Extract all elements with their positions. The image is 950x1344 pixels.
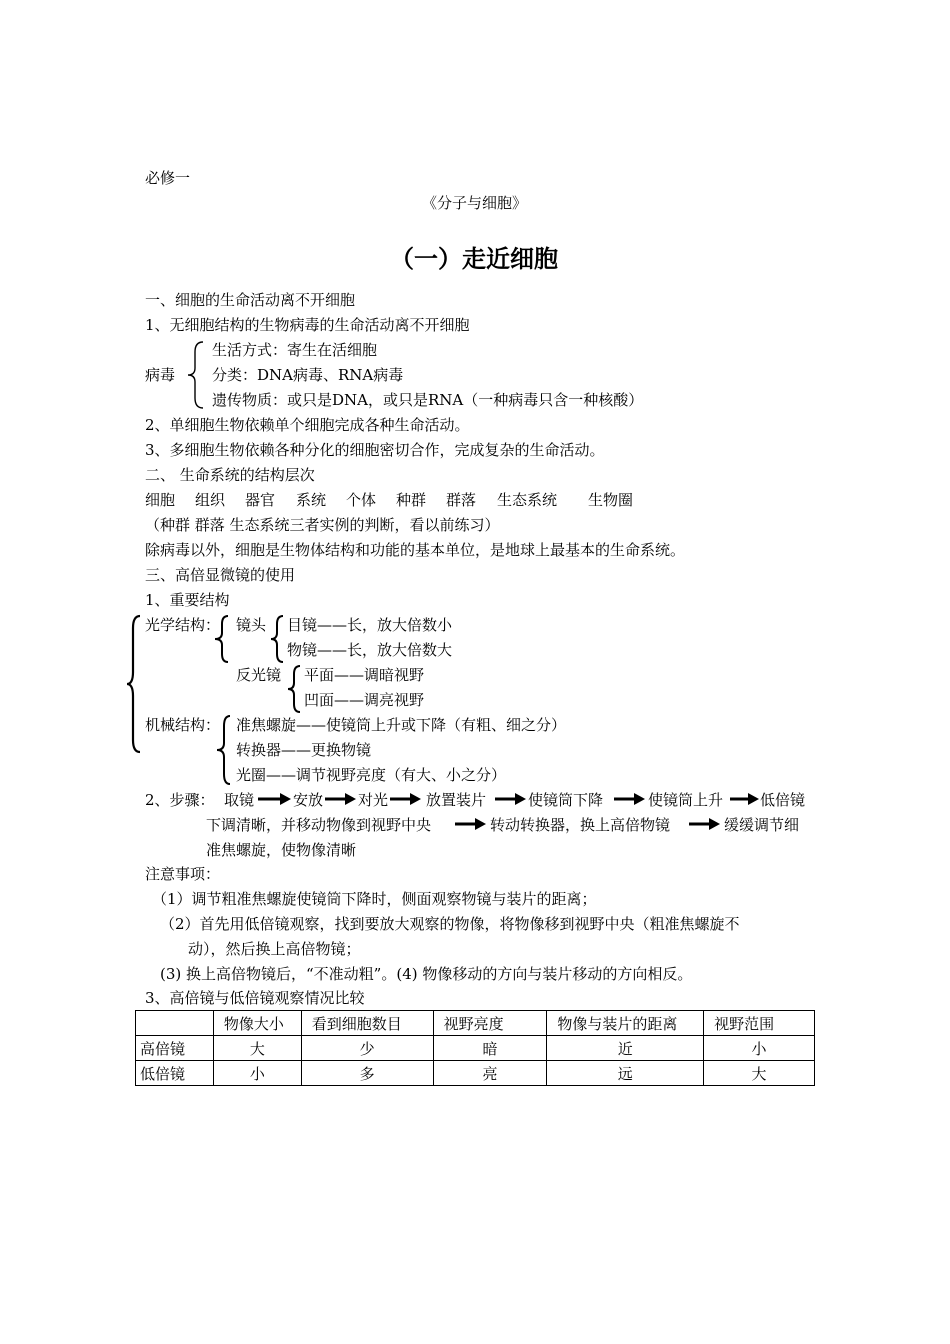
optical-brace — [212, 614, 232, 664]
lens-item-eyepiece: 目镜——长，放大倍数小 — [287, 616, 453, 634]
mechanical-item-diaphragm: 光圈——调节视野亮度（有大、小之分） — [236, 766, 507, 784]
table-cell: 小 — [704, 1036, 815, 1061]
level-cell: 细胞 — [145, 491, 176, 509]
section1-heading: 一、细胞的生命活动离不开细胞 — [145, 291, 356, 309]
table-cell: 亮 — [433, 1061, 547, 1086]
level-tissue: 组织 — [195, 491, 226, 509]
chapter-title: （一）走近细胞 — [390, 245, 558, 273]
note-1: （1）调节粗准焦螺旋使镜筒下降时，侧面观察物镜与装片的距离； — [152, 890, 597, 908]
mirror-label: 反光镜 — [236, 666, 282, 684]
table-cell: 多 — [301, 1061, 433, 1086]
arrow-icon — [614, 792, 646, 806]
section2-heading: 二、 生命系统的结构层次 — [145, 466, 315, 484]
notes-heading: 注意事项： — [145, 865, 221, 883]
section1-item3: 3、多细胞生物依赖各种分化的细胞密切合作，完成复杂的生命活动。 — [145, 441, 605, 459]
structure-brace — [126, 614, 144, 754]
virus-brace — [185, 340, 207, 410]
section2-note: （种群 群落 生态系统三者实例的判断，看以前练习） — [145, 516, 500, 534]
virus-item-classification: 分类：DNA病毒、RNA病毒 — [212, 366, 404, 384]
level-community: 群落 — [446, 491, 477, 509]
arrow-icon — [390, 792, 422, 806]
lens-label: 镜头 — [236, 616, 267, 634]
arrow-icon — [689, 817, 721, 831]
table-header-cell: 物像与装片的距离 — [547, 1011, 704, 1036]
arrow-icon — [258, 792, 292, 806]
section2-statement: 除病毒以外，细胞是生物体结构和功能的基本单位，是地球上最基本的生命系统。 — [145, 541, 686, 559]
note-3-4: (3) 换上高倍物镜后，“不准动粗”。(4) 物像移动的方向与装片移动的方向相反。 — [160, 965, 693, 983]
section3-heading: 三、高倍显微镜的使用 — [145, 566, 296, 584]
note-2: （2）首先用低倍镜观察，找到要放大观察的物像，将物像移到视野中央（粗准焦螺旋不 — [160, 915, 740, 933]
level-ecosystem: 生态系统 — [497, 491, 558, 509]
step-lower: 使镜筒下降 — [528, 791, 604, 809]
step-fine-focus-a: 缓缓调节细 — [724, 816, 800, 834]
section1-item1: 1、无细胞结构的生物病毒的生命活动离不开细胞 — [145, 316, 470, 334]
mirror-item-flat: 平面——调暗视野 — [304, 666, 425, 684]
table-row-head: 高倍镜 — [136, 1036, 214, 1061]
table-cell: 暗 — [433, 1036, 547, 1061]
table-header-row — [136, 1011, 815, 1036]
virus-item-lifestyle: 生活方式：寄生在活细胞 — [212, 341, 378, 359]
virus-item-genetic: 遗传物质：或只是DNA，或只是RNA（一种病毒只含一种核酸） — [212, 391, 644, 409]
note-2-cont: 动），然后换上高倍物镜； — [188, 940, 361, 958]
lens-item-objective: 物镜——长，放大倍数大 — [287, 641, 453, 659]
level-organ: 器官 — [245, 491, 276, 509]
step-low-power-a: 低倍镜 — [760, 791, 806, 809]
arrow-icon — [325, 792, 357, 806]
virus-label: 病毒 — [145, 366, 176, 384]
mirror-brace — [285, 664, 303, 714]
course-label: 必修一 — [145, 169, 191, 187]
level-biosphere: 生物圈 — [588, 491, 634, 509]
mirror-item-concave: 凹面——调亮视野 — [304, 691, 425, 709]
comparison-table — [135, 1010, 815, 1086]
step-fine-focus-b: 准焦螺旋，使物像清晰 — [206, 841, 357, 859]
table-row — [136, 1061, 815, 1086]
table-cell: 大 — [213, 1036, 301, 1061]
mechanical-item-converter: 转换器——更换物镜 — [236, 741, 372, 759]
arrow-icon — [495, 792, 527, 806]
section3-sub3: 3、高倍镜与低倍镜观察情况比较 — [145, 989, 365, 1007]
section1-item2: 2、单细胞生物依赖单个细胞完成各种生命活动。 — [145, 416, 470, 434]
table-cell: 小 — [213, 1061, 301, 1086]
mechanical-brace — [214, 714, 234, 786]
step-take: 取镜 — [224, 791, 255, 809]
optical-label: 光学结构： — [145, 616, 221, 634]
arrow-icon — [455, 817, 487, 831]
book-title: 《分子与细胞》 — [422, 194, 528, 212]
table-header-cell: 视野范围 — [704, 1011, 815, 1036]
step-slide: 放置装片 — [426, 791, 487, 809]
level-system: 系统 — [296, 491, 327, 509]
step-low-power-b: 下调清晰，并移动物像到视野中央 — [206, 816, 432, 834]
level-population: 种群 — [396, 491, 427, 509]
section3-sub1: 1、重要结构 — [145, 591, 230, 609]
arrow-icon — [730, 792, 760, 806]
table-cell: 大 — [704, 1061, 815, 1086]
step-high-power: 转动转换器，换上高倍物镜 — [490, 816, 671, 834]
step-raise: 使镜筒上升 — [648, 791, 724, 809]
mechanical-item-focus: 准焦螺旋——使镜筒上升或下降（有粗、细之分） — [236, 716, 567, 734]
table-header-cell: 视野亮度 — [433, 1011, 547, 1036]
table-row-head: 低倍镜 — [136, 1061, 214, 1086]
table-header-cell: 物像大小 — [213, 1011, 301, 1036]
table-row — [136, 1036, 815, 1061]
table-cell: 远 — [547, 1061, 704, 1086]
step-light: 对光 — [358, 791, 389, 809]
mechanical-label: 机械结构： — [145, 716, 221, 734]
table-cell: 近 — [547, 1036, 704, 1061]
table-header-cell — [136, 1011, 214, 1036]
step-place: 安放 — [293, 791, 324, 809]
lens-brace — [268, 614, 286, 664]
level-individual: 个体 — [346, 491, 377, 509]
steps-prefix: 2、步骤： — [145, 791, 215, 809]
table-header-cell: 看到细胞数目 — [301, 1011, 433, 1036]
table-cell: 少 — [301, 1036, 433, 1061]
